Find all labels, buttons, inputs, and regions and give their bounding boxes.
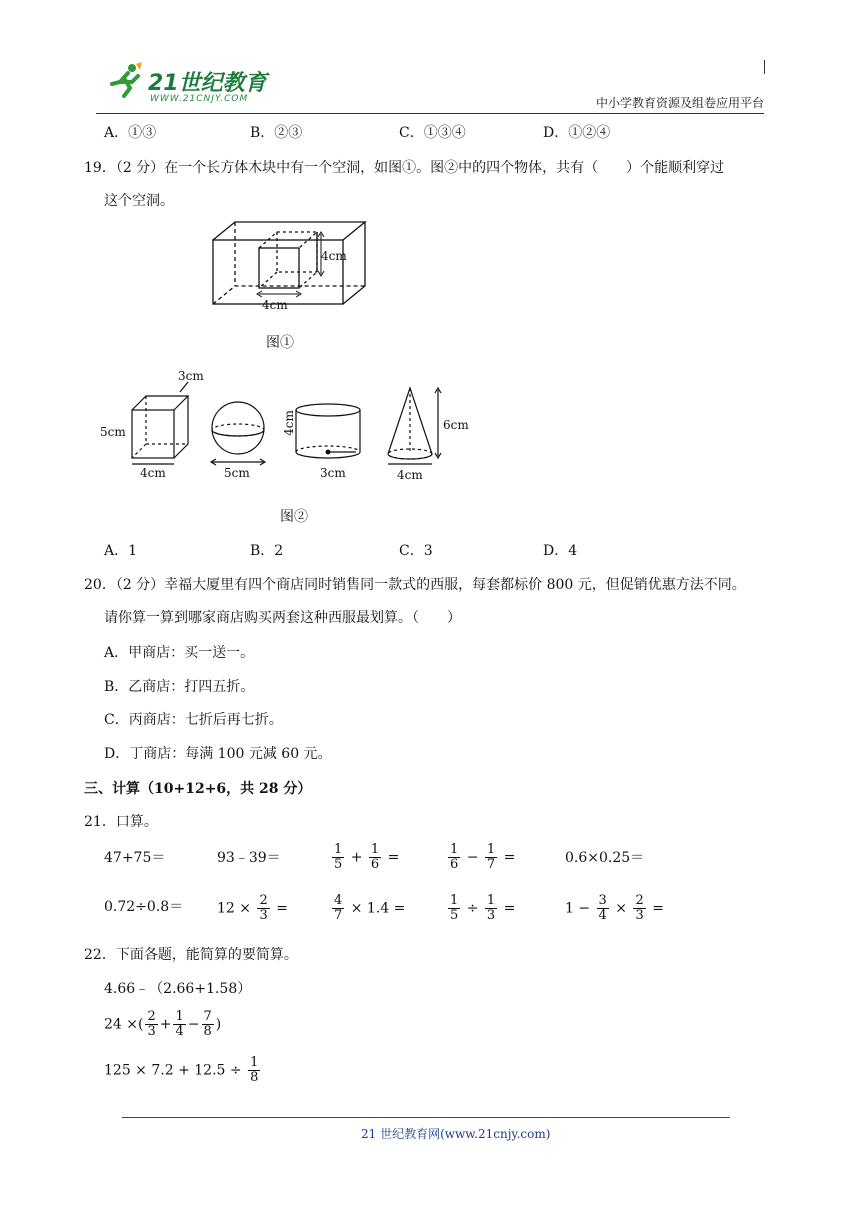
q20-option-d: D．丁商店：每满 100 元减 60 元。 — [104, 746, 332, 762]
platform-name: 中小学教育资源及组卷应用平台 — [595, 96, 764, 110]
figure-2-objects — [128, 380, 478, 486]
q20-option-b: B．乙商店：打四五折。 — [104, 679, 255, 695]
q22-expr-1: 4.66﹣（2.66+1.58） — [104, 981, 252, 997]
section-3-title: 三、计算（10+12+6，共 28 分） — [84, 781, 312, 797]
q21-r2c1: 0.72÷0.8＝ — [104, 899, 184, 915]
q21-r1c2: 93﹣39＝ — [217, 850, 281, 866]
q21-r1c4: $\frac{1}{6}$ − $\frac{1}{7}$ = — [450, 842, 516, 872]
q21-r2c3: $\frac{4}{7}$ × 1.4 = — [334, 893, 406, 923]
q20-option-c: C．丙商店：七折后再七折。 — [104, 712, 283, 728]
figure-1-block — [205, 218, 375, 318]
q19-option-b: B．2 — [250, 543, 284, 559]
q21-title: 21．口算。 — [84, 814, 158, 830]
runner-icon — [106, 60, 146, 100]
q20-stem-line1: 20．（2 分）幸福大厦里有四个商店同时销售同一款式的西服，每套都标价 800 元，但促销优惠方法不同。 — [84, 577, 746, 593]
q19-stem-line1: 19．（2 分）在一个长方体木块中有一个空洞，如图①。图②中的四个物体，共有（ ）个能顺利穿过 — [84, 160, 725, 176]
q22-expr-2: 24 ×( $\frac{2}{3}$ + $\frac{1}{4}$ − $\frac{7}{8}$ ) — [104, 1009, 222, 1039]
q21-r2c5: 1 − $\frac{3}{4}$ × $\frac{2}{3}$ = — [565, 893, 664, 923]
q21-r1c1: 47+75＝ — [104, 850, 166, 866]
footer-divider — [122, 1117, 730, 1118]
fig1-width-label: 4cm — [262, 298, 288, 312]
sphere-diameter-label: 5cm — [224, 466, 250, 480]
q20-stem-line2: 请你算一算到哪家商店购买两套这种西服最划算。（ ） — [104, 610, 461, 626]
header-tick — [764, 60, 765, 74]
q21-r2c4: $\frac{1}{5}$ ÷ $\frac{1}{3}$ = — [450, 893, 516, 923]
cube-height-label: 5cm — [100, 425, 126, 439]
q18-option-c: C．①③④ — [399, 125, 466, 141]
q18-option-d: D．①②④ — [543, 125, 611, 141]
q22-expr-3: 125 × 7.2 + 12.5 ÷ $\frac{1}{8}$ — [104, 1055, 259, 1085]
q20-option-a: A．甲商店：买一送一。 — [104, 645, 255, 661]
fig1-caption: 图① — [266, 335, 294, 351]
cone-height-label: 6cm — [443, 418, 469, 432]
q22-title: 22．下面各题，能简算的要简算。 — [84, 947, 298, 963]
q18-option-b: B．②③ — [250, 125, 303, 141]
q19-option-d: D．4 — [543, 543, 578, 559]
q21-r1c5: 0.6×0.25＝ — [565, 850, 645, 866]
cube-depth-label: 3cm — [178, 369, 204, 383]
logo-text: 21世纪教育 — [148, 71, 267, 96]
header-divider — [96, 113, 764, 114]
fig1-height-label: 4cm — [321, 249, 347, 263]
q18-option-a: A．①③ — [104, 125, 157, 141]
cylinder-radius-label: 3cm — [320, 466, 346, 480]
q19-option-c: C．3 — [399, 543, 433, 559]
cylinder-height-label: 4cm — [281, 410, 296, 436]
fig2-caption: 图② — [280, 509, 308, 525]
q19-stem-line2: 这个空洞。 — [104, 193, 174, 209]
q21-r1c3: $\frac{1}{5}$ + $\frac{1}{6}$ = — [334, 842, 400, 872]
q21-r2c2: 12 × $\frac{2}{3}$ = — [217, 893, 288, 923]
logo-url: WWW.21CNJY.COM — [150, 94, 249, 104]
cube-width-label: 4cm — [140, 466, 166, 480]
q19-option-a: A．1 — [104, 543, 138, 559]
footer-text: 21 世纪教育网(www.21cnjy.com) — [361, 1127, 551, 1141]
cone-diameter-label: 4cm — [397, 468, 423, 482]
